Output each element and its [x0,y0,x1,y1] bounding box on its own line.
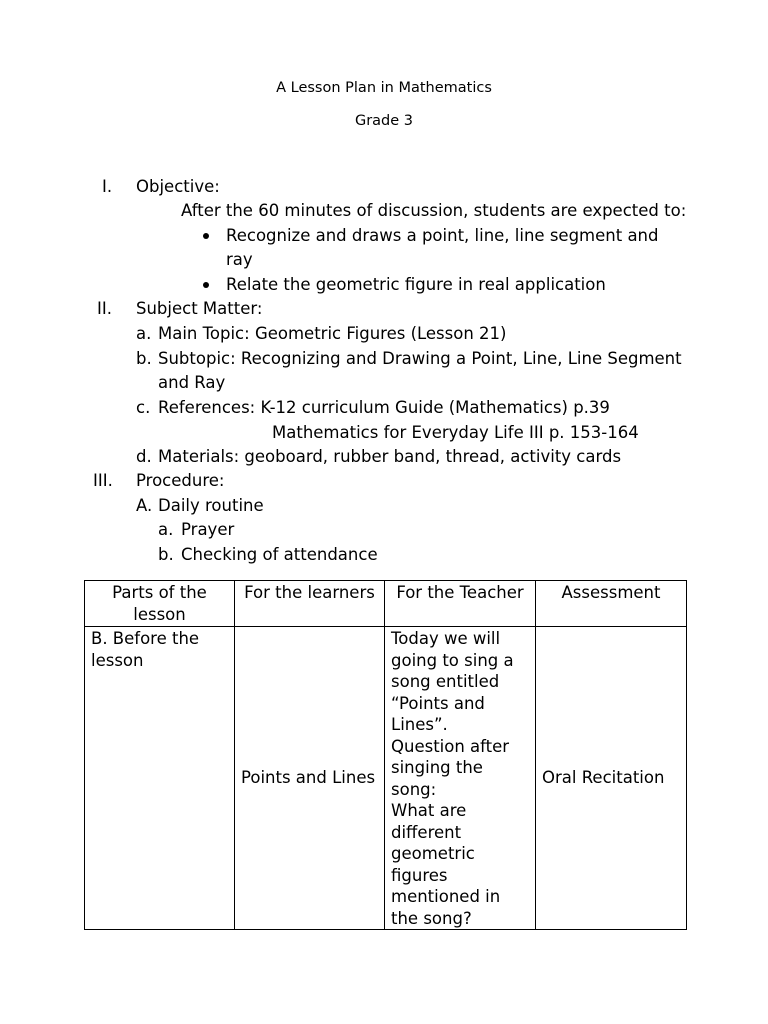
procedure-prayer: Prayer [181,520,235,539]
teacher-line: Today we will [391,629,501,648]
subject-references-line-1: References: K-12 curriculum Guide (Mathematics) p.39 [158,398,610,417]
section-heading-subject: Subject Matter: [136,299,263,318]
teacher-line: going to sing a [391,650,514,670]
header-for-learners: For the learners [235,581,385,627]
subject-subtopic-line-1: Subtopic: Recognizing and Drawing a Point, Line, Line Segment [158,349,682,368]
teacher-line: Question after [391,736,510,756]
teacher-line: mentioned in [391,887,501,906]
objective-intro: After the 60 minutes of discussion, students are expected to: [181,201,687,220]
section-number-subject: II. [97,299,112,318]
teacher-line: different [391,822,462,842]
header-parts-of-lesson: Parts of the lesson [85,581,235,627]
section-heading-objective: Objective: [136,177,220,196]
cell-learners: Points and Lines [235,627,385,930]
cell-assessment: Oral Recitation [536,627,687,930]
table-row [85,627,687,930]
section-number-objective: I. [102,177,113,196]
teacher-line: singing the [391,758,483,777]
teacher-line: What are [391,801,467,820]
procedure-A-marker: A. [136,496,153,515]
subject-a-marker: a. [136,324,152,343]
objective-bullet-1-line-2: ray [226,250,253,269]
procedure-a-marker: a. [158,520,174,539]
bullet-icon [203,282,209,288]
procedure-daily-routine: Daily routine [158,496,264,515]
objective-bullet-2: Relate the geometric figure in real application [226,275,606,294]
lesson-table [84,580,687,930]
procedure-b-marker: b. [158,545,174,564]
subject-d-marker: d. [136,447,152,466]
document-grade: Grade 3 [354,113,414,129]
section-heading-procedure: Procedure: [136,471,225,490]
objective-bullet-1-line-1: Recognize and draws a point, line, line segment and [226,226,659,245]
subject-b-marker: b. [136,349,152,368]
cell-teacher [385,627,536,930]
teacher-line: figures [391,865,448,885]
teacher-line: Lines”. [391,715,448,734]
teacher-line: song: [391,779,437,799]
subject-references-line-2: Mathematics for Everyday Life III p. 153-164 [272,423,639,442]
header-for-teacher: For the Teacher [385,581,536,627]
subject-materials: Materials: geoboard, rubber band, thread, activity cards [158,447,622,466]
header-assessment: Assessment [536,581,687,627]
document-title: A Lesson Plan in Mathematics [276,80,492,96]
procedure-attendance: Checking of attendance [181,545,378,564]
table-header-row [85,581,687,627]
teacher-line: the song? [391,908,472,928]
teacher-line: song entitled [391,672,500,691]
teacher-line: geometric [391,844,475,863]
teacher-line: “Points and [391,693,485,713]
section-number-procedure: III. [93,471,113,490]
cell-part: B. Before the lesson [85,627,235,930]
subject-main-topic: Main Topic: Geometric Figures (Lesson 21) [158,324,507,343]
subject-c-marker: c. [136,398,151,417]
subject-subtopic-line-2: and Ray [158,373,226,392]
bullet-icon [203,233,209,239]
